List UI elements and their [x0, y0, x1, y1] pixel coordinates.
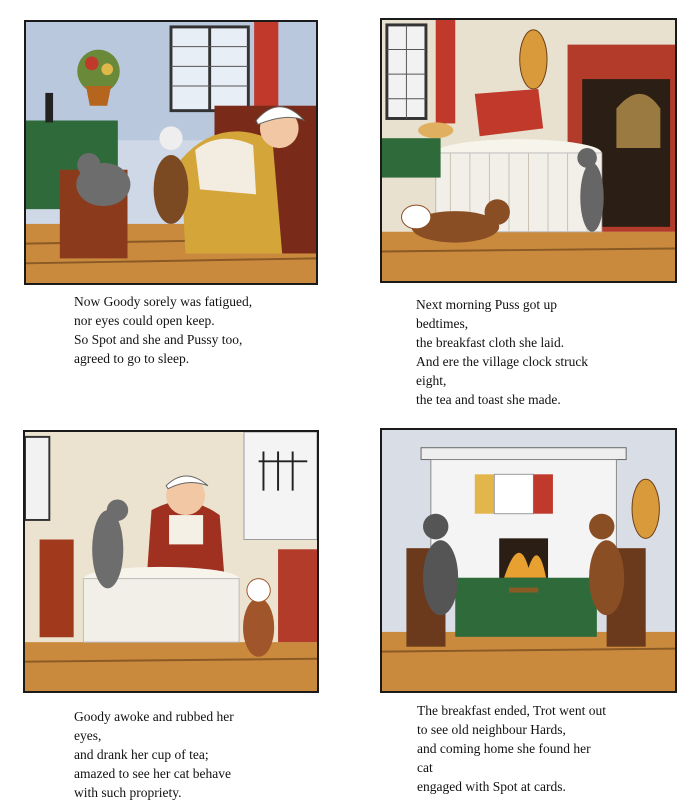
verse-line: Goody awoke and rubbed her — [74, 709, 234, 724]
verse-line: and coming home she found her — [417, 741, 591, 756]
verse-line: amazed to see her cat behave — [74, 766, 232, 781]
illustration-cat-makes-breakfast — [380, 18, 677, 283]
verse-line: eyes, — [74, 728, 102, 743]
verse-line: cat — [417, 760, 433, 775]
verse-line: The breakfast ended, Trot went out — [417, 703, 606, 718]
illustration-goody-at-tea — [23, 430, 319, 693]
verse-line: with such propriety. — [74, 785, 182, 800]
verse-line: And ere the village clock struck — [416, 354, 589, 369]
verse-line: and drank her cup of tea; — [74, 747, 209, 762]
verse-line: Now Goody sorely was fatigued, — [74, 294, 253, 309]
verse-line: Next morning Puss got up — [416, 297, 558, 312]
verse-line: nor eyes could open keep. — [74, 313, 215, 328]
verse-line: So Spot and she and Pussy too, — [74, 332, 243, 347]
verse-line: bedtimes, — [416, 316, 469, 331]
woodcut-illustration — [382, 20, 675, 281]
verse-caption — [74, 292, 252, 368]
verse-line: the tea and toast she made. — [416, 392, 561, 407]
woodcut-illustration — [25, 432, 317, 691]
woodcut-illustration — [382, 430, 675, 691]
illustration-goody-asleep — [24, 20, 318, 285]
verse-caption — [417, 701, 606, 796]
woodcut-illustration — [26, 22, 316, 283]
illustration-cat-and-dog-at-cards — [380, 428, 677, 693]
verse-caption — [416, 295, 588, 409]
verse-line: agreed to go to sleep. — [74, 351, 190, 366]
verse-line: eight, — [416, 373, 447, 388]
verse-line: engaged with Spot at cards. — [417, 779, 566, 794]
verse-line: the breakfast cloth she laid. — [416, 335, 565, 350]
verse-line: to see old neighbour Hards, — [417, 722, 566, 737]
verse-caption — [74, 707, 234, 802]
